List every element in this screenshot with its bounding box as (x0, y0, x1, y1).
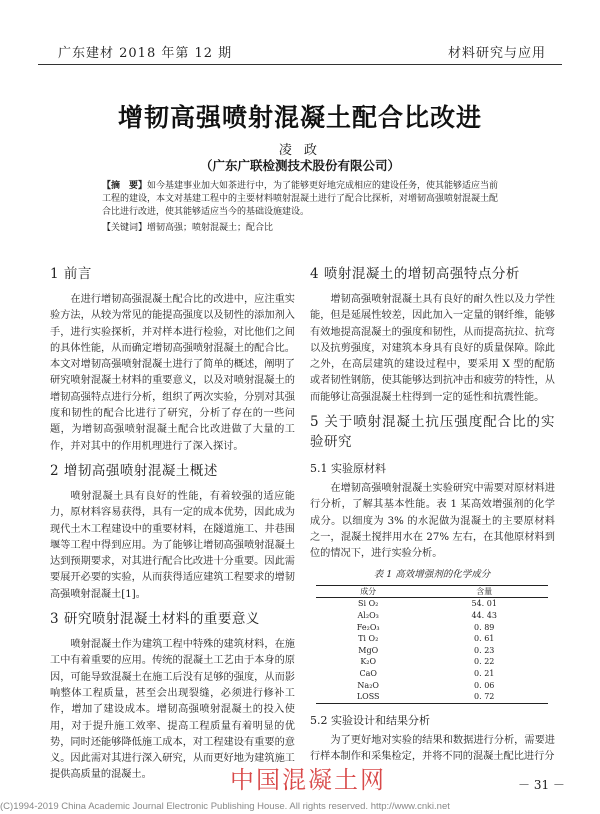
table-cell: LOSS (356, 692, 380, 702)
table-cell: Fe₂O₃ (356, 622, 380, 632)
paragraph: 在增韧高强喷射混凝土实验研究中需要对原材料进行分析，了解其基本性能。表 1 某高效增强剂的化学成分。以细度为 3% 的水泥做为混凝土的主要原材料之一，混凝土搅拌用水在 27% 左右，在其他原材料到位的情况下，进行实验分析。 (310, 483, 555, 560)
table-cell: Na₂O (357, 680, 379, 690)
table-cell: Al₂O₃ (357, 611, 379, 621)
table-row (316, 680, 548, 692)
article-title: 增韧高强喷射混凝土配合比改进 (117, 103, 482, 132)
table-cell: 0. 61 (474, 634, 495, 644)
table-cell: MgO (358, 645, 379, 655)
composition-table (316, 567, 548, 704)
table-cell: 0. 06 (474, 680, 495, 690)
keywords-text: 增韧高强；喷射混凝土；配合比 (147, 223, 274, 233)
table-cell: Ti O₂ (358, 634, 379, 644)
section-heading: 1 前言 (50, 266, 92, 282)
abstract (102, 180, 502, 219)
subsection-heading: 5.1 实验原材料 (310, 462, 386, 476)
table-cell: CaO (359, 669, 377, 679)
table-row (316, 622, 548, 634)
copyright-line: (C)1994-2019 China Academic Journal Electronic Publishing House. All rights reserved. http://www.cnki.net (0, 801, 450, 812)
section-heading: 5 关于喷射混凝土抗压强度配合比的实验研究 (310, 414, 555, 451)
table-row (316, 656, 548, 668)
section-name: 材料研究与应用 (447, 46, 546, 61)
paragraph: 喷射混凝土具有良好的性能，有着较强的适应能力，原材料容易获得，具有一定的成本优势，因此成为现代土木工程建设中的重要材料，在隧道施工、井巷围堰等工程中得到应用。为了能够让增韧高强喷射混凝土达到预期要求，对其进行配合比改进十分重要。因此需要展开必要的实验，从而获得适应建筑工程要求的增韧高强喷射混凝土[1]。 (50, 490, 295, 600)
column-header: 含量 (476, 586, 493, 596)
column-header: 成分 (360, 586, 377, 596)
page-number: － 31 － (518, 778, 565, 792)
table-cell: 0. 89 (474, 622, 495, 632)
right-column (310, 258, 555, 767)
section-heading: 3 研究喷射混凝土材料的重要意义 (50, 611, 260, 628)
table-header-row (316, 585, 548, 598)
table-row (316, 645, 548, 657)
keywords (102, 222, 502, 235)
subsection-heading: 5.2 实验设计和结果分析 (310, 713, 430, 727)
table-cell: 0. 21 (474, 669, 495, 679)
table-cell: 54. 01 (471, 599, 497, 609)
abstract-text: 如今基建事业加大如茶进行中，为了能够更好地完成相应的建设任务，使其能够适应当前工程的建设，本文对基建工程中的主要材料喷射混凝土进行了配合比探析，对增韧高强喷射混凝土配合比进行改进，使其能够适应当今的基础设施建设。 (102, 181, 499, 217)
paragraph: 增韧高强喷射混凝土具有良好的耐久性以及力学性能，但是延展性较差，因此加入一定量的钢纤维，能够有效地提高混凝土的强度和韧性，从而提高抗拉、抗弯以及抗剪强度，对建筑本身具有良好的质量保障。除此之外，在高层建筑的建设过程中，要采用 X 型的配筋或者韧性钢筋，使其能够达到抗冲击和疲劳的特性，从而能够让高强混凝土柱得到一定的延性和抗震性能。 (310, 294, 555, 403)
data-table (316, 585, 548, 704)
table-row (316, 668, 548, 680)
left-column (50, 258, 295, 786)
table-title: 表 1 高效增强剂的化学成分 (373, 568, 491, 580)
keywords-label: 【关键词】 (102, 223, 148, 233)
table-cell: K₂O (360, 657, 377, 667)
site-watermark: 中国混凝土网 (230, 766, 386, 794)
paragraph: 为了更好地对实验的结果和数据进行分析，需要进行样本制作和采集检定，并将不同的混凝土配比进行分 (310, 734, 555, 763)
journal-issue: 广东建材 2018 年第 12 期 (58, 46, 233, 61)
header-rule (38, 64, 562, 65)
section-heading: 4 喷射混凝土的增韧高强特点分析 (310, 266, 520, 282)
table-cell: Si O₂ (358, 599, 379, 609)
running-header (38, 38, 562, 60)
table-row (316, 633, 548, 645)
paragraph: 在进行增韧高强混凝土配合比的改进中，应注重实验方法，从较为常见的能提高强度以及韧性的添加剂入手，进行实验探析，并对样本进行检验，对比他们之间的具体性能，从而确定增韧高强喷射混凝土的配合比。本文对增韧高强喷射混凝土进行了简单的概述，阐明了研究喷射混凝土材料的重要意义，以及对喷射混凝土的增韧高强特点进行分析，组织了两次实验，分别对其强度和韧性的配合比进行了研究，分析了存在的一些问题，为增韧高强喷射混凝土配合比改进做了大量的工作，并对其中的作用机理进行了深入探讨。 (50, 294, 295, 452)
section-heading: 2 增韧高强喷射混凝土概述 (50, 462, 218, 479)
author-name: 凌 政 (278, 143, 322, 158)
abstract-label: 【摘 要】 (102, 181, 148, 191)
table-cell: 0. 72 (474, 692, 495, 702)
author-affiliation: （广东广联检测技术股份有限公司） (199, 158, 400, 173)
paragraph: 喷射混凝土作为建筑工程中特殊的建筑材料，在施工中有着重要的应用。传统的混凝土工艺由于本身的原因，可能导致混凝土在施工后没有足够的强度，从而影响整体工程质量，甚至会出现裂缝，必须进行修补工作，增加了建设成本。增韧高强喷射混凝土的投入使用，对于提升施工效率、提高工程质量有着明显的优势，同时还能够降低施工成本，对工程建设有重要的意义。因此需对其进行深入研究，从而更好地为建筑施工提供高质量的混凝土。 (50, 639, 295, 781)
table-cell: 0. 23 (474, 645, 495, 655)
table-cell: 0. 22 (474, 657, 495, 667)
table-row (316, 598, 548, 610)
table-row (316, 691, 548, 703)
table-cell: 44. 43 (471, 611, 497, 621)
table-row (316, 610, 548, 622)
